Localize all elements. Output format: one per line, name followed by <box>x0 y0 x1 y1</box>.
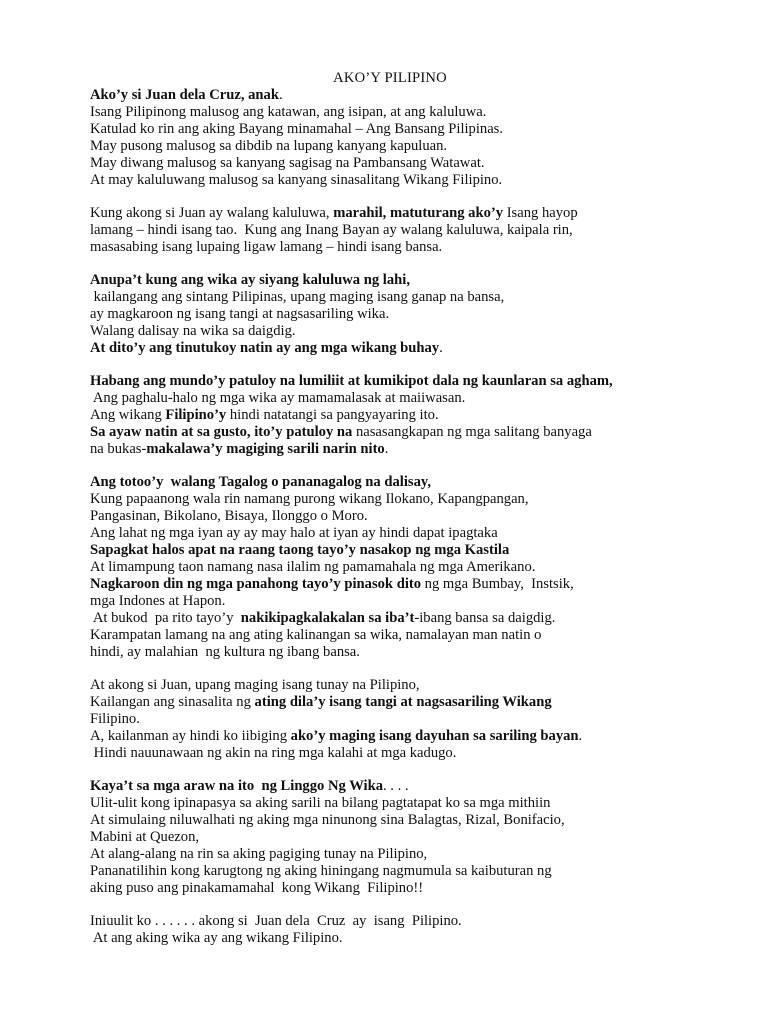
bold-text: Ang totoo’y walang Tagalog o pananagalog na dalisay, <box>90 474 432 490</box>
paragraph <box>90 474 690 661</box>
text-segment: masasabing isang lupaing ligaw lamang – hindi isang bansa. <box>90 239 443 255</box>
text-segment: At limampung taon namang nasa ilalim ng pamamahala ng mga Amerikano. <box>90 559 536 575</box>
text-segment: Hindi nauunawaan ng akin na ring mga kalahi at mga kadugo. <box>90 745 457 761</box>
text-line <box>90 694 690 711</box>
text-segment: ay magkaroon ng isang tangi at nagsasariling wika. <box>90 306 390 322</box>
text-line <box>90 593 690 610</box>
text-segment: Mabini at Quezon, <box>90 829 200 845</box>
text-line <box>90 205 690 222</box>
text-line <box>90 222 690 239</box>
text-segment: . <box>278 87 283 103</box>
text-line <box>90 576 690 593</box>
text-segment: Pangasinan, Bikolano, Bisaya, Ilonggo o Moro. <box>90 508 368 524</box>
text-segment: . <box>578 728 583 744</box>
bold-text: At dito’y ang tinutukoy natin ay ang mga wikang buhay <box>90 340 440 356</box>
text-line <box>90 441 690 458</box>
text-segment: Pananatilihin kong karugtong ng aking hiningang nagmumula sa kaibuturan ng <box>90 863 552 879</box>
text-segment: Kung papaanong wala rin namang purong wikang Ilokano, Kapangpangan, <box>90 491 529 507</box>
paragraph <box>90 913 690 947</box>
text-segment: hindi, ay malahian ng kultura ng ibang bansa. <box>90 644 360 660</box>
text-line <box>90 239 690 256</box>
text-line <box>90 525 690 542</box>
text-line <box>90 289 690 306</box>
text-line <box>90 610 690 627</box>
text-line <box>90 172 690 189</box>
text-segment: May pusong malusog sa dibdib na lupang kanyang kapuluan. <box>90 138 448 154</box>
text-line <box>90 340 690 357</box>
text-segment: kailangang ang sintang Pilipinas, upang maging isang ganap na bansa, <box>90 289 505 305</box>
text-segment: hindi natatangi sa pangyayaring ito. <box>226 407 439 423</box>
text-line <box>90 104 690 121</box>
paragraph <box>90 87 690 189</box>
bold-text: Sa ayaw natin at sa gusto, ito’y patuloy na <box>90 424 353 440</box>
text-line <box>90 491 690 508</box>
text-segment: Ulit-ulit kong ipinapasya sa aking sarili na bilang pagtatapat ko sa mga mithiin <box>90 795 551 811</box>
text-segment: Kung akong si Juan ay walang kaluluwa, <box>90 205 334 221</box>
text-segment: May diwang malusog sa kanyang sagisag na Pambansang Watawat. <box>90 155 485 171</box>
text-segment: nasasangkapan ng mga salitang banyaga <box>352 424 592 440</box>
text-line <box>90 711 690 728</box>
text-line <box>90 272 690 289</box>
text-line <box>90 880 690 897</box>
text-line <box>90 306 690 323</box>
text-line <box>90 778 690 795</box>
text-line <box>90 677 690 694</box>
text-line <box>90 390 690 407</box>
text-segment: Kailangan ang sinasalita ng <box>90 694 255 710</box>
text-segment: aking puso ang pinakamamahal kong Wikang Filipino!! <box>90 880 424 896</box>
bold-text: Filipino’y <box>165 407 227 423</box>
text-line <box>90 728 690 745</box>
text-line <box>90 424 690 441</box>
text-line <box>90 508 690 525</box>
document-title: AKO’Y PILIPINO <box>333 70 447 86</box>
text-line <box>90 559 690 576</box>
text-line <box>90 323 690 340</box>
text-line <box>90 542 690 559</box>
text-line <box>90 846 690 863</box>
text-line <box>90 812 690 829</box>
text-segment: -ibang bansa sa daigdig. <box>414 610 556 626</box>
bold-text: marahil, matuturang ako’y <box>333 205 504 221</box>
text-line <box>90 627 690 644</box>
text-segment: lamang – hindi isang tao. Kung ang Inang Bayan ay walang kaluluwa, kaipala rin, <box>90 222 573 238</box>
bold-text: Sapagkat halos apat na raang taong tayo’y nasakop ng mga Kastila <box>90 542 510 558</box>
text-segment: At simulaing niluwalhati ng aking mga ninunong sina Balagtas, Rizal, Bonifacio, <box>90 812 565 828</box>
bold-text: ako’y maging isang dayuhan sa sariling bayan <box>290 728 579 744</box>
text-segment: Karampatan lamang na ang ating kalinangan sa wika, namalayan man natin o <box>90 627 542 643</box>
text-segment: na bukas- <box>90 441 147 457</box>
text-line <box>90 913 690 930</box>
text-line <box>90 407 690 424</box>
document-body <box>90 87 690 947</box>
text-segment: Ang wikang <box>90 407 166 423</box>
paragraph <box>90 272 690 357</box>
text-segment: At bukod pa rito tayo’y <box>90 610 241 626</box>
bold-text: Nagkaroon din ng mga panahong tayo’y pinasok dito <box>90 576 422 592</box>
text-segment: . <box>384 441 389 457</box>
text-line <box>90 644 690 661</box>
text-segment: Ang lahat ng mga iyan ay ay may halo at iyan ay hindi dapat ipagtaka <box>90 525 498 541</box>
text-segment: Isang Pilipinong malusog ang katawan, ang isipan, at ang kaluluwa. <box>90 104 487 120</box>
text-segment: ng mga Bumbay, Instsik, <box>421 576 574 592</box>
paragraph <box>90 778 690 897</box>
text-segment: At alang-alang na rin sa aking pagiging tunay na Pilipino, <box>90 846 428 862</box>
text-line <box>90 863 690 880</box>
text-line <box>90 155 690 172</box>
text-segment: At akong si Juan, upang maging isang tunay na Pilipino, <box>90 677 420 693</box>
text-segment: At ang aking wika ay ang wikang Filipino. <box>90 930 343 946</box>
text-line <box>90 87 690 104</box>
bold-text: Habang ang mundo’y patuloy na lumiliit at kumikipot dala ng kaunlaran sa agham, <box>90 373 613 389</box>
bold-text: makalawa’y magiging sarili narin nito <box>146 441 385 457</box>
text-segment: Isang hayop <box>503 205 578 221</box>
text-segment: . <box>439 340 443 356</box>
text-segment: . . . . <box>383 778 409 794</box>
text-line <box>90 474 690 491</box>
paragraph <box>90 677 690 762</box>
text-segment: Iniuulit ko . . . . . . akong si Juan dela Cruz ay isang Pilipino. <box>90 913 462 929</box>
text-segment: At may kaluluwang malusog sa kanyang sinasalitang Wikang Filipino. <box>90 172 503 188</box>
text-segment: A, kailanman ay hindi ko iibiging <box>90 728 291 744</box>
text-segment: Katulad ko rin ang aking Bayang minamahal – Ang Bansang Pilipinas. <box>90 121 504 137</box>
text-line <box>90 121 690 138</box>
text-line <box>90 138 690 155</box>
text-segment: Walang dalisay na wika sa daigdig. <box>90 323 296 339</box>
document-page <box>90 70 690 963</box>
text-line <box>90 829 690 846</box>
text-segment: Filipino. <box>90 711 140 727</box>
bold-text: ating dila’y isang tangi at nagsasariling Wikang <box>254 694 552 710</box>
text-line <box>90 795 690 812</box>
bold-text: Ako’y si Juan dela Cruz, anak <box>90 87 279 103</box>
bold-text: nakikipagkalakalan sa iba’t <box>240 610 415 626</box>
text-segment: Ang paghalu-halo ng mga wika ay mamamalasak at maiiwasan. <box>90 390 466 406</box>
text-line <box>90 373 690 390</box>
paragraph <box>90 373 690 458</box>
bold-text: Kaya’t sa mga araw na ito ng Linggo Ng Wika <box>90 778 383 794</box>
text-segment: mga Indones at Hapon. <box>90 593 226 609</box>
bold-text: Anupa’t kung ang wika ay siyang kaluluwa ng lahi, <box>90 272 410 288</box>
text-line <box>90 930 690 947</box>
paragraph <box>90 205 690 256</box>
text-line <box>90 745 690 762</box>
